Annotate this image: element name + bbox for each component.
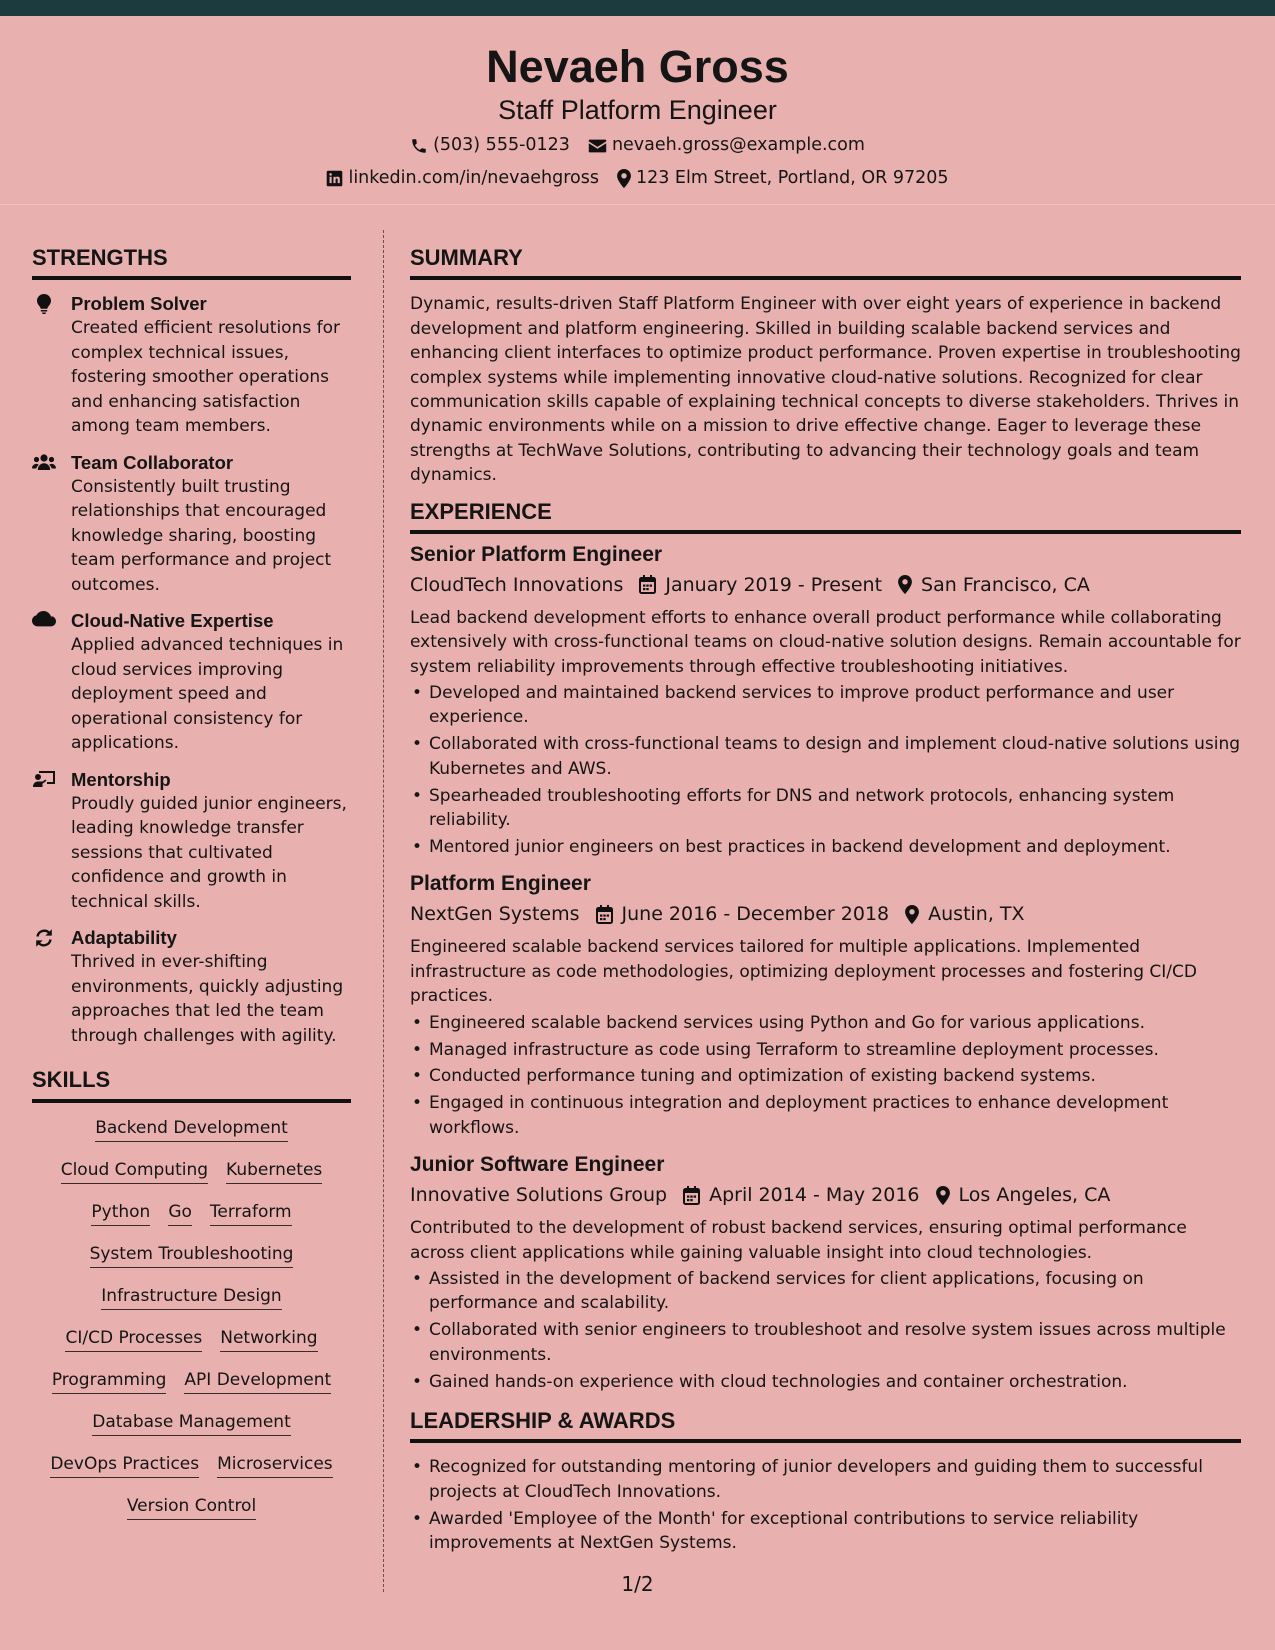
strength-item [32, 768, 351, 915]
strength-description: Created efficient resolutions for complex technical issues, fostering smoother operations and enhancing satisfaction among team members. [71, 318, 340, 437]
job-location [905, 899, 1024, 929]
job-location [898, 570, 1090, 600]
award-item: • Awarded 'Employee of the Month' for exceptional contributions to service reliability improvements at NextGen Systems. [410, 1507, 1241, 1556]
job-dates [639, 570, 882, 600]
job-bullet: • Managed infrastructure as code using Terraform to streamline deployment processes. [410, 1038, 1241, 1062]
map-marker-icon [617, 169, 631, 188]
job-dates-text: June 2016 - December 2018 [621, 903, 890, 926]
skill-tag: Python [91, 1199, 150, 1226]
awards-heading: LEADERSHIP & AWARDS [410, 1408, 1241, 1443]
strength-title: Cloud-Native Expertise [71, 610, 274, 632]
candidate-title: Staff Platform Engineer [498, 95, 777, 125]
job-entry [410, 871, 1241, 1140]
summary-heading: SUMMARY [410, 245, 1241, 280]
skill-row [32, 1367, 351, 1394]
top-accent-bar [0, 0, 1275, 16]
skill-row [32, 1493, 351, 1520]
map-marker-icon [898, 575, 912, 594]
summary-text: Dynamic, results-driven Staff Platform Engineer with over eight years of experience in backend development and platform engineering. Skilled in building scalable backend services and enhancing client interfaces to optimize product performance. Proven expertise in troubleshooting complex systems while implementing innovative cloud-native solutions. Recognized for clear communication skills capable of explaining technical concepts to diverse stakeholders. Thrives in dynamic environments while on a mission to drive effective change. Eager to leverage these strengths at TechWave Solutions, contributing to advancing their technology goals and team dynamics. [410, 294, 1241, 486]
job-bullet: • Spearheaded troubleshooting efforts for DNS and network protocols, enhancing system reliability. [410, 784, 1241, 833]
skills-section [32, 1067, 351, 1519]
experience-section [410, 499, 1241, 1394]
job-location-text: San Francisco, CA [921, 573, 1090, 596]
strength-description: Proudly guided junior engineers, leading knowledge transfer sessions that cultivated confidence and growth in technical skills. [71, 793, 347, 912]
skill-row [32, 1115, 351, 1142]
skill-tag: Networking [220, 1325, 317, 1352]
strength-item [32, 926, 351, 1048]
awards-section [410, 1408, 1241, 1555]
strength-description: Consistently built trusting relationships that encouraged knowledge sharing, boosting team performance and project outcomes. [71, 476, 332, 595]
strength-item [32, 451, 351, 598]
job-location-text: Austin, TX [928, 903, 1025, 926]
skill-tag: Kubernetes [226, 1157, 322, 1184]
job-title: Platform Engineer [410, 872, 591, 896]
awards-list [410, 1455, 1241, 1555]
job-dates-text: January 2019 - Present [665, 573, 883, 596]
sync-icon [32, 928, 56, 948]
calendar-icon [639, 575, 656, 594]
company-name: NextGen Systems [410, 903, 580, 926]
job-dates [683, 1180, 919, 1210]
strength-item [32, 292, 351, 439]
contact-row-1 [0, 137, 1275, 155]
map-marker-icon [905, 905, 919, 924]
skill-row [32, 1325, 351, 1352]
skill-tag: System Troubleshooting [90, 1241, 294, 1268]
calendar-icon [596, 905, 613, 924]
users-icon [32, 453, 56, 473]
strength-title: Adaptability [71, 927, 177, 949]
skill-tag: Microservices [217, 1451, 333, 1478]
strength-item [32, 609, 351, 756]
candidate-name: Nevaeh Gross [486, 41, 789, 92]
award-item: • Recognized for outstanding mentoring of junior developers and guiding them to successful projects at CloudTech Innovations. [410, 1455, 1241, 1504]
job-location [936, 1180, 1111, 1210]
skills-heading: SKILLS [32, 1067, 351, 1102]
column-divider [383, 230, 384, 1592]
left-column [32, 245, 351, 1535]
cloud-icon [32, 611, 56, 631]
skill-row [32, 1241, 351, 1268]
job-bullets [410, 1267, 1241, 1394]
resume-header [0, 16, 1275, 205]
job-bullets [410, 1011, 1241, 1141]
job-bullet: • Developed and maintained backend services to improve product performance and user experience. [410, 681, 1241, 730]
job-bullet: • Assisted in the development of backend services for client applications, focusing on performance and scalability. [410, 1267, 1241, 1316]
job-entry [410, 542, 1241, 860]
phone-icon [410, 137, 428, 155]
skill-row [32, 1157, 351, 1184]
job-title: Senior Platform Engineer [410, 542, 663, 566]
linkedin-icon [326, 170, 343, 187]
job-meta [410, 570, 1241, 600]
company-name: Innovative Solutions Group [410, 1184, 668, 1207]
skill-row [32, 1409, 351, 1436]
strength-description: Applied advanced techniques in cloud services improving deployment speed and operational consistency for applications. [71, 635, 344, 754]
job-bullet: • Engineered scalable backend services using Python and Go for various applications. [410, 1011, 1241, 1035]
skill-tag: CI/CD Processes [65, 1325, 202, 1352]
job-entry [410, 1152, 1241, 1394]
skill-tag: Infrastructure Design [101, 1283, 281, 1310]
skill-tag: Cloud Computing [61, 1157, 208, 1184]
envelope-icon [588, 138, 607, 154]
right-column [410, 245, 1241, 1566]
strength-description: Thrived in ever-shifting environments, quickly adjusting approaches that led the team through challenges with agility. [71, 952, 344, 1046]
job-location-text: Los Angeles, CA [958, 1184, 1111, 1207]
skill-tag: API Development [184, 1367, 331, 1394]
skill-tag: Go [168, 1199, 192, 1226]
strength-title: Team Collaborator [71, 451, 234, 473]
job-description: Lead backend development efforts to enhance overall product performance while collaborating extensively with cross-functional teams on cloud-native solution designs. Remain accountable for system reliability improvements through effective troubleshooting initiatives. [410, 607, 1241, 677]
contact-row-2 [0, 169, 1275, 188]
linkedin-text: linkedin.com/in/nevaehgross [348, 167, 599, 188]
skill-tag: Programming [52, 1367, 167, 1394]
job-bullet: • Collaborated with senior engineers to troubleshoot and resolve system issues across multiple environments. [410, 1318, 1241, 1367]
calendar-icon [683, 1186, 700, 1205]
experience-heading: EXPERIENCE [410, 499, 1241, 534]
job-meta [410, 1180, 1241, 1210]
job-bullet: • Mentored junior engineers on best practices in backend development and deployment. [410, 835, 1241, 859]
job-title: Junior Software Engineer [410, 1153, 665, 1177]
strength-title: Problem Solver [71, 293, 207, 315]
linkedin-contact[interactable] [326, 169, 599, 188]
job-bullet: • Collaborated with cross-functional teams to design and implement cloud-native solutions using Kubernetes and AWS. [410, 732, 1241, 781]
job-bullet: • Engaged in continuous integration and deployment practices to enhance development workflows. [410, 1091, 1241, 1140]
address-text: 123 Elm Street, Portland, OR 97205 [635, 167, 949, 188]
address-contact [617, 169, 949, 188]
skill-row [32, 1283, 351, 1310]
phone-text: (503) 555-0123 [433, 135, 570, 156]
job-bullets [410, 681, 1241, 859]
skill-tag: Database Management [92, 1409, 291, 1436]
company-name: CloudTech Innovations [410, 573, 624, 596]
map-marker-icon [936, 1186, 950, 1205]
strengths-heading: STRENGTHS [32, 245, 351, 280]
job-description: Engineered scalable backend services tailored for multiple applications. Implemented infrastructure as code methodologies, optimizing deployment processes and fostering CI/CD practices. [410, 937, 1197, 1007]
skill-tag: Terraform [210, 1199, 292, 1226]
skill-tag: Version Control [127, 1493, 256, 1520]
lightbulb-icon [32, 294, 56, 314]
skill-tag: DevOps Practices [50, 1451, 199, 1478]
phone-contact[interactable] [410, 137, 570, 155]
skill-row [32, 1451, 351, 1478]
job-dates-text: April 2014 - May 2016 [709, 1184, 920, 1207]
job-description: Contributed to the development of robust backend services, ensuring optimal performance across client applications while gaining valuable insight into cloud technologies. [410, 1218, 1187, 1263]
strength-title: Mentorship [71, 768, 171, 790]
email-text: nevaeh.gross@example.com [611, 135, 865, 156]
job-bullet: • Gained hands-on experience with cloud technologies and container orchestration. [410, 1370, 1241, 1394]
summary-section [410, 245, 1241, 488]
skill-row [32, 1199, 351, 1226]
chalkboard-teacher-icon [32, 770, 56, 790]
email-contact[interactable] [588, 137, 865, 155]
job-meta [410, 899, 1241, 929]
skill-tag: Backend Development [95, 1115, 288, 1142]
job-bullet: • Conducted performance tuning and optimization of existing backend systems. [410, 1064, 1241, 1088]
job-dates [596, 899, 890, 929]
page-number: 1/2 [621, 1572, 654, 1596]
